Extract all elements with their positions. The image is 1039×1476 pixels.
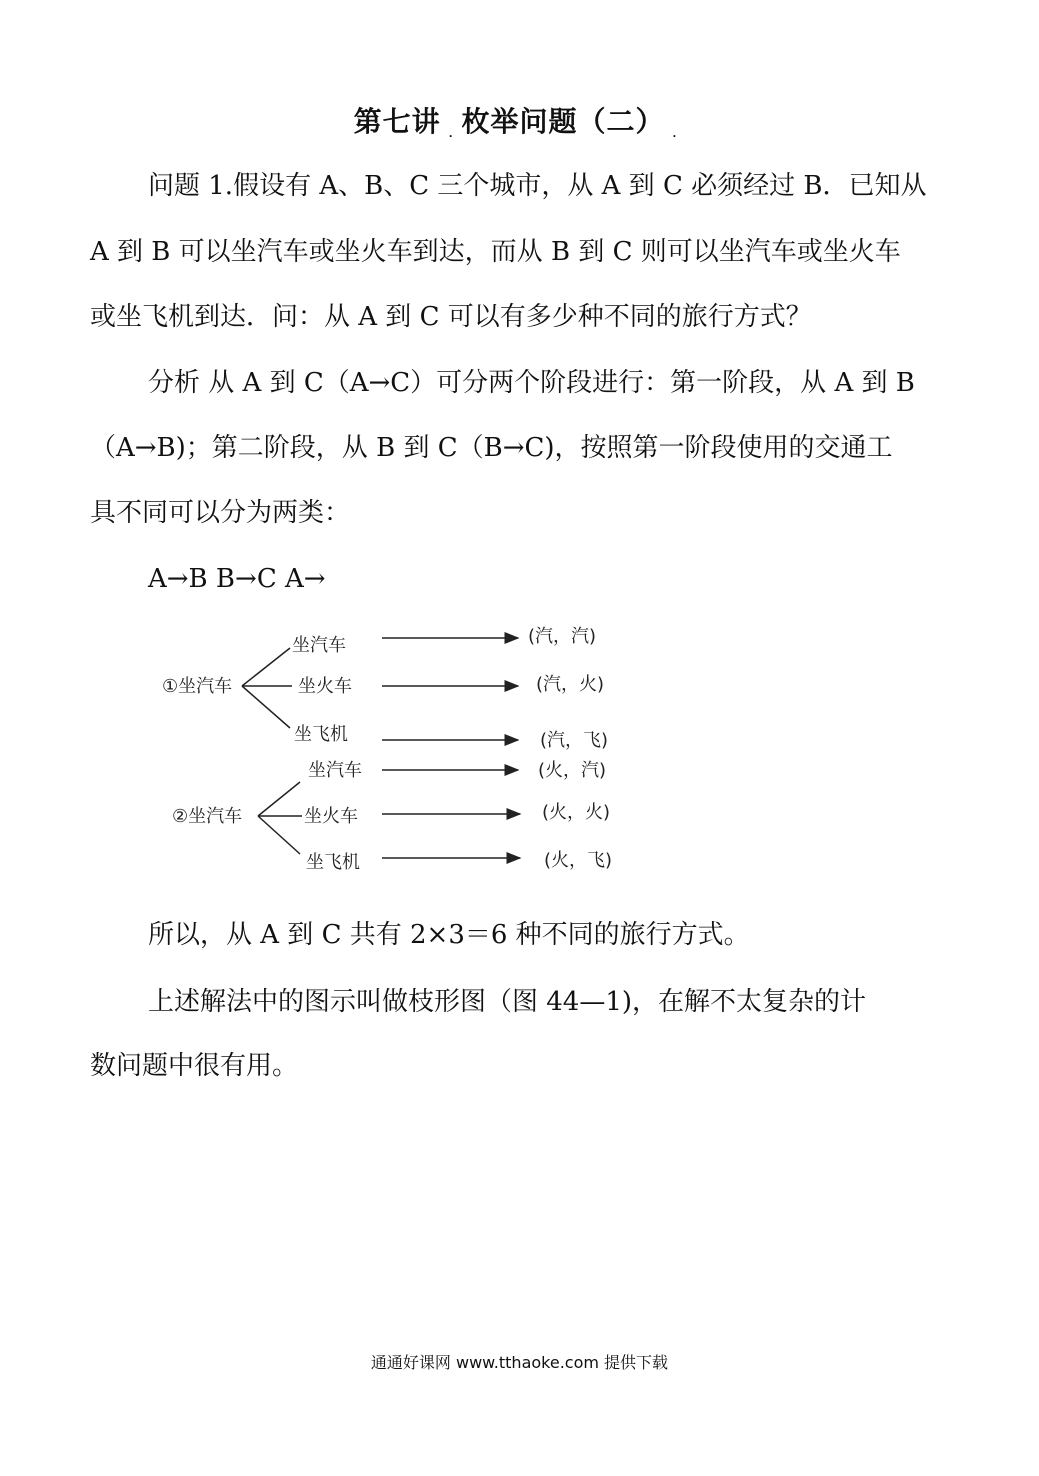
title-separator-end: . <box>672 129 678 140</box>
tree-diagram <box>150 618 630 880</box>
stage-labels: A→B B→C A→ <box>148 564 326 594</box>
result-label: (火，汽) <box>538 760 607 781</box>
branch-line <box>258 782 300 816</box>
branch-label: 坐飞机 <box>294 724 348 745</box>
analysis-line-3: 具不同可以分为两类： <box>90 498 351 528</box>
result-label: (火，飞) <box>544 850 613 871</box>
analysis-line-1: 分析 从 A 到 C（A→C）可分两个阶段进行：第一阶段，从 A 到 B <box>148 368 915 398</box>
problem-line-2: A 到 B 可以坐汽车或坐火车到达，而从 B 到 C 则可以坐汽车或坐火车 <box>90 237 901 267</box>
page-title <box>0 100 1039 140</box>
branch-label: 坐飞机 <box>306 852 360 873</box>
branch-line <box>242 686 290 728</box>
result-label: (汽，汽) <box>528 626 597 647</box>
title-main: 第七讲 <box>353 105 441 138</box>
branch-label: 坐火车 <box>298 676 352 697</box>
result-label: (汽，火) <box>536 674 605 695</box>
analysis-line-2: （A→B)；第二阶段，从 B 到 C（B→C)，按照第一阶段使用的交通工 <box>90 433 893 463</box>
footer-source: 通通好课网 www.tthaoke.com 提供下载 <box>370 1353 669 1372</box>
problem-line-1: 问题 1.假设有 A、B、C 三个城市，从 A 到 C 必须经过 B．已知从 <box>148 171 927 201</box>
root-label-1: ①坐汽车 <box>162 676 233 697</box>
branch-label: 坐火车 <box>304 806 358 827</box>
result-label: (火，火) <box>542 802 611 823</box>
title-separator: . <box>448 129 454 140</box>
result-label: (汽，飞) <box>540 730 609 751</box>
root-label-2: ②坐汽车 <box>172 806 243 827</box>
title-sub: 枚举问题（二） <box>461 105 665 138</box>
branch-line <box>242 648 290 686</box>
note-line-1: 上述解法中的图示叫做枝形图（图 44—1)，在解不太复杂的计 <box>148 987 867 1017</box>
branch-label: 坐汽车 <box>292 635 346 656</box>
branch-line <box>258 816 300 854</box>
note-line-2: 数问题中很有用。 <box>90 1051 299 1081</box>
branch-label: 坐汽车 <box>308 760 362 781</box>
problem-line-3: 或坐飞机到达．问：从 A 到 C 可以有多少种不同的旅行方式？ <box>90 302 812 332</box>
conclusion: 所以，从 A 到 C 共有 2×3＝6 种不同的旅行方式。 <box>148 920 750 950</box>
